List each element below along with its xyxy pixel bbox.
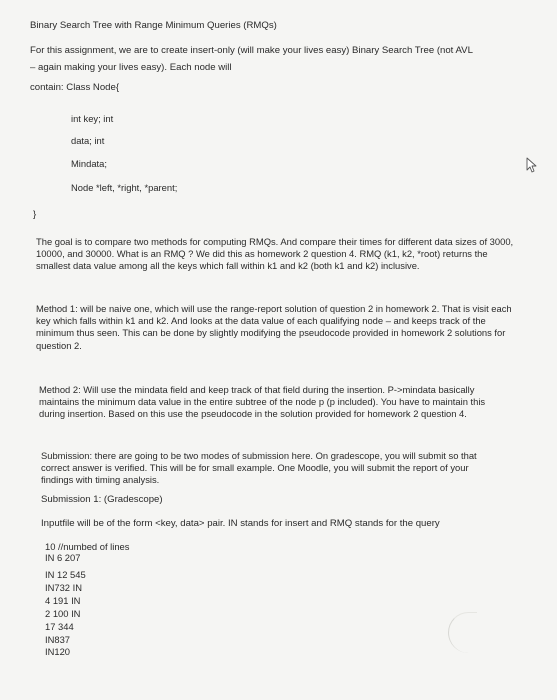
sample-line: 2 100 IN — [45, 608, 81, 619]
sample-line: IN732 IN — [45, 582, 82, 593]
inputfile-description: Inputfile will be of the form <key, data> pair. IN stands for insert and RMQ stands for the query — [41, 518, 440, 529]
class-field-data: data; int — [71, 135, 105, 146]
document-title: Binary Search Tree with Range Minimum Queries (RMQs) — [30, 20, 277, 31]
class-field-pointers: Node *left, *right, *parent; — [71, 182, 178, 193]
intro-line-3: contain: Class Node{ — [30, 82, 120, 93]
sample-line: IN837 — [45, 634, 71, 645]
closing-brace: } — [33, 209, 37, 220]
submission-paragraph: Submission: there are going to be two modes of submission here. On gradescope, you will submit so that correct answer is verified. This will be for small example. One Moodle, you will submit the report of your findings with timing analysis. — [41, 450, 477, 486]
intro-line-1: For this assignment, we are to create insert-only (will make your lives easy) Binary Search Tree (not AVL — [30, 45, 473, 56]
mouse-cursor-icon — [524, 157, 540, 175]
page-curl-mark — [448, 612, 477, 653]
sample-line: 17 344 — [45, 621, 74, 632]
sample-line: IN120 — [45, 646, 71, 657]
sample-line: 10 //numbed of lines — [45, 541, 130, 552]
class-field-mindata: Mindata; — [71, 158, 107, 169]
submission-1-heading: Submission 1: (Gradescope) — [41, 494, 163, 505]
intro-line-2: – again making your lives easy). Each node will — [30, 62, 232, 73]
method-1-paragraph: Method 1: will be naive one, which will use the range-report solution of question 2 in homework 2. That is visit each key which falls within k1 and k2. And looks at the data value of each qualifying node – and keeps track of the minimum thus seen. This can be done by slightly modifying the pseudocode provided in homework 2 solutions for question 2. — [36, 303, 512, 351]
sample-line: IN 12 545 — [45, 569, 86, 580]
method-2-paragraph: Method 2: Will use the mindata field and keep track of that field during the insertion. P->mindata basically maintains the minimum data value in the entire subtree of the node p (p included). You have to maintain this during insertion. Based on this use the pseudocode in the solution provided for homework 2 question 4. — [39, 384, 486, 420]
sample-line: 4 191 IN — [45, 595, 81, 606]
class-field-key: int key; int — [71, 113, 114, 124]
sample-line: IN 6 207 — [45, 552, 81, 563]
goal-paragraph: The goal is to compare two methods for computing RMQs. And compare their times for different data sizes of 3000, 10000, and 30000. What is an RMQ ? We did this as homework 2 question 4. RMQ (k1, k2, *root) returns the smallest data value among all the keys which fall within k1 and k2 (both k1 and k2) inclusive. — [36, 236, 514, 272]
